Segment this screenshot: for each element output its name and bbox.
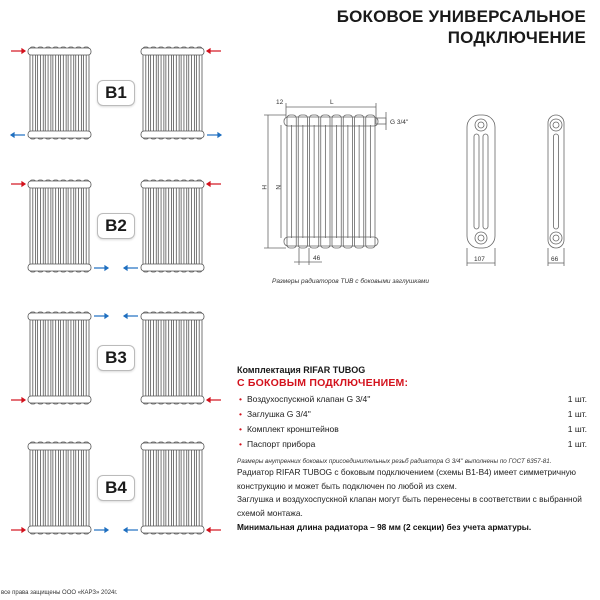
bullet-icon: • (239, 409, 242, 419)
drawing-caption: Размеры радиаторов TUB с боковыми заглушками (272, 278, 430, 285)
supply-arrow-icon (207, 182, 221, 186)
supply-arrow-icon (207, 398, 221, 402)
kit-item: • Паспорт прибора 1 шт. (239, 439, 587, 449)
return-arrow-icon (124, 314, 138, 318)
radiator-right (141, 47, 204, 139)
radiator-right (141, 312, 204, 404)
scheme-label: B2 (97, 213, 135, 239)
dim-h: H (260, 185, 267, 190)
dim-n: N (274, 185, 281, 190)
kit-title: Комплектация RIFAR TUBOG (237, 365, 366, 375)
radiator-right (141, 442, 204, 534)
return-arrow-icon (11, 133, 25, 137)
scheme-label: B4 (97, 475, 135, 501)
return-arrow-icon (124, 266, 138, 270)
dim-12: 12 (276, 99, 284, 106)
dim-l: L (330, 99, 334, 106)
scheme-label: B1 (97, 80, 135, 106)
dimension-drawing (250, 90, 590, 280)
bullet-icon: • (239, 394, 242, 404)
bullet-icon: • (239, 439, 242, 449)
description: Радиатор RIFAR TUBOG с боковым подключением (схемы B1-B4) имеет симметричную конструкцию и может быть подключен по любой из схем. Заглушка и воздухоспускной клапан могут быть перенесены в соответствии с выбранной схемой монтажа. Минимальная длина радиатора – 98 мм (2 секции) без учета арматуры. (237, 467, 582, 532)
kit-subtitle: С БОКОВЫМ ПОДКЛЮЧЕНИЕМ: (237, 377, 409, 389)
radiator-left (28, 47, 91, 139)
dim-107: 107 (474, 256, 485, 263)
kit-item: • Комплект кронштейнов 1 шт. (239, 424, 587, 434)
radiator-right (141, 180, 204, 272)
supply-arrow-icon (11, 528, 25, 532)
kit-section (237, 365, 587, 465)
bullet-icon: • (239, 424, 242, 434)
supply-arrow-icon (207, 528, 221, 532)
copyright: все права защищены ООО «КАРЗ» 2024г. (1, 590, 118, 596)
radiator-left (28, 442, 91, 534)
kit-note: Размеры внутренних боковых присоединительных резьб радиатора G 3/4'' выполнены по ГОСТ 6357-81. (237, 458, 552, 465)
supply-arrow-icon (11, 398, 25, 402)
return-arrow-icon (94, 528, 108, 532)
return-arrow-icon (124, 528, 138, 532)
supply-arrow-icon (11, 49, 25, 53)
dim-46: 46 (313, 255, 321, 262)
thread-label: G 3/4'' (390, 119, 409, 126)
dim-66: 66 (551, 256, 559, 263)
radiator-left (28, 180, 91, 272)
scheme-label: B3 (97, 345, 135, 371)
return-arrow-icon (94, 314, 108, 318)
kit-item: • Заглушка G 3/4'' 1 шт. (239, 409, 587, 419)
kit-item: • Воздухоспускной клапан G 3/4'' 1 шт. (239, 394, 587, 404)
return-arrow-icon (207, 133, 221, 137)
supply-arrow-icon (207, 49, 221, 53)
page-title: БОКОВОЕ УНИВЕРСАЛЬНОЕ ПОДКЛЮЧЕНИЕ (336, 7, 586, 47)
radiator-left (28, 312, 91, 404)
return-arrow-icon (94, 266, 108, 270)
supply-arrow-icon (11, 182, 25, 186)
